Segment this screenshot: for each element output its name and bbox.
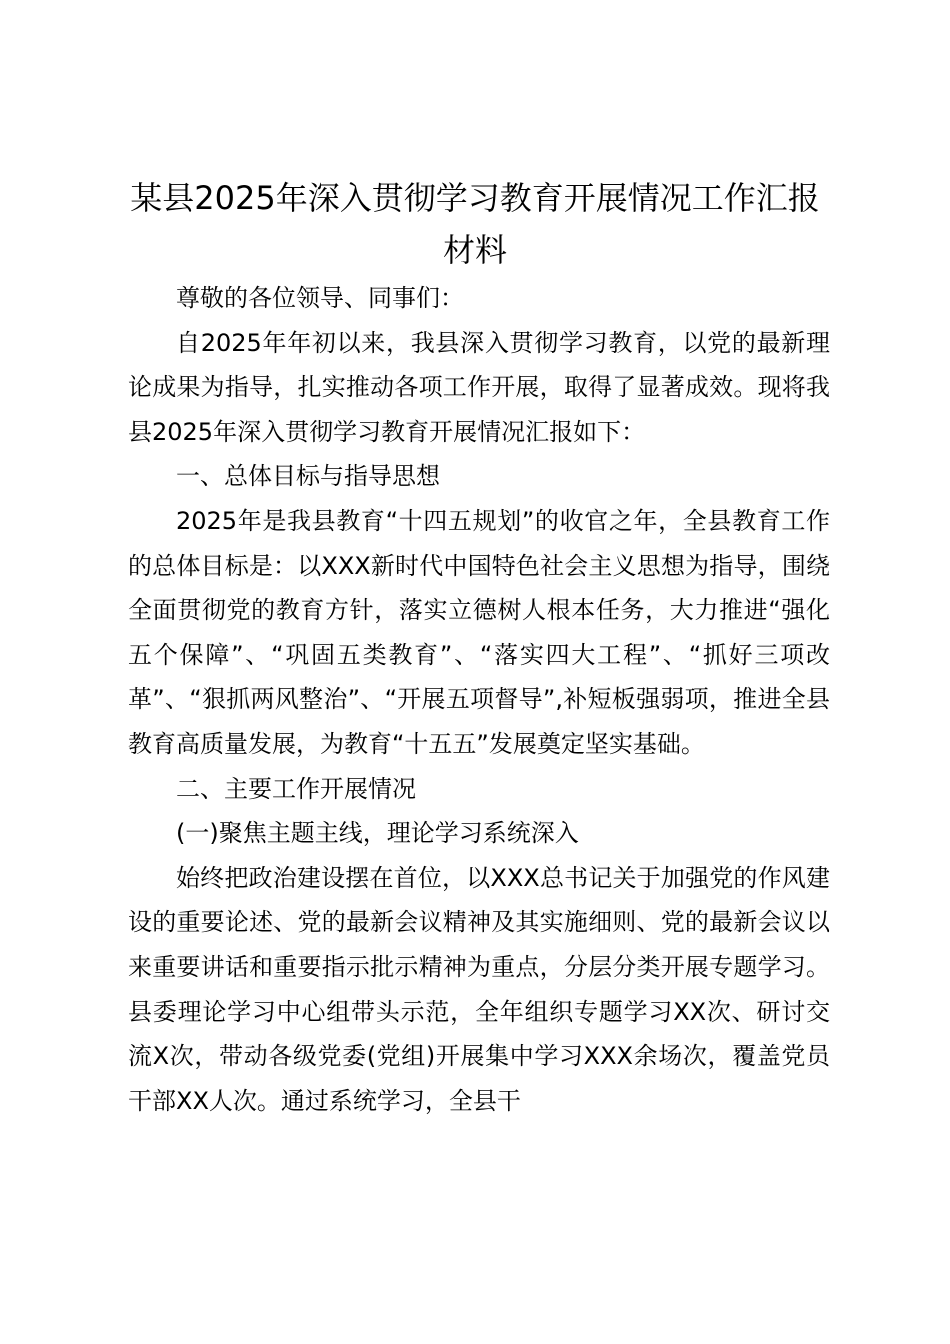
section-heading-1: 一、总体目标与指导思想: [176, 462, 440, 491]
subsection-1-paragraph: 始终把政治建设摆在首位，以XXX总书记关于加强党的作风建设的重要论述、党的最新会议精神及其实施细则、党的最新会议以来重要讲话和重要指示批示精神为重点，分层分类开展专题学习。县委理论学习中心组带头示范，全年组织专题学习XX次、研讨交流X次，带动各级党委(党组)开展集中学习XXX余场次，覆盖党员干部XX人次。通过系统学习，全县干: [128, 863, 830, 1115]
section-1-paragraph: 2025年是我县教育“十四五规划”的收官之年，全县教育工作的总体目标是：以XXX新时代中国特色社会主义思想为指导，围绕全面贯彻党的教育方针，落实立德树人根本任务，大力推进“强化五个保障”、“巩固五类教育”、“落实四大工程”、“抓好三项改革”、“狠抓两风整治”、“开展五项督导”,补短板强弱项，推进全县教育高质量发展，为教育“十五五”发展奠定坚实基础。: [128, 506, 830, 758]
section-heading-2: 二、主要工作开展情况: [176, 774, 416, 803]
intro-paragraph: 自2025年年初以来，我县深入贯彻学习教育，以党的最新理论成果为指导，扎实推动各项工作开展，取得了显著成效。现将我县2025年深入贯彻学习教育开展情况汇报如下：: [128, 328, 830, 446]
document-body: [128, 276, 830, 1123]
subsection-heading-1: (一)聚焦主题主线，理论学习系统深入: [176, 819, 579, 848]
document-title: 某县2025年深入贯彻学习教育开展情况工作汇报材料: [130, 179, 820, 269]
salutation: 尊敬的各位领导、同事们：: [176, 284, 464, 312]
